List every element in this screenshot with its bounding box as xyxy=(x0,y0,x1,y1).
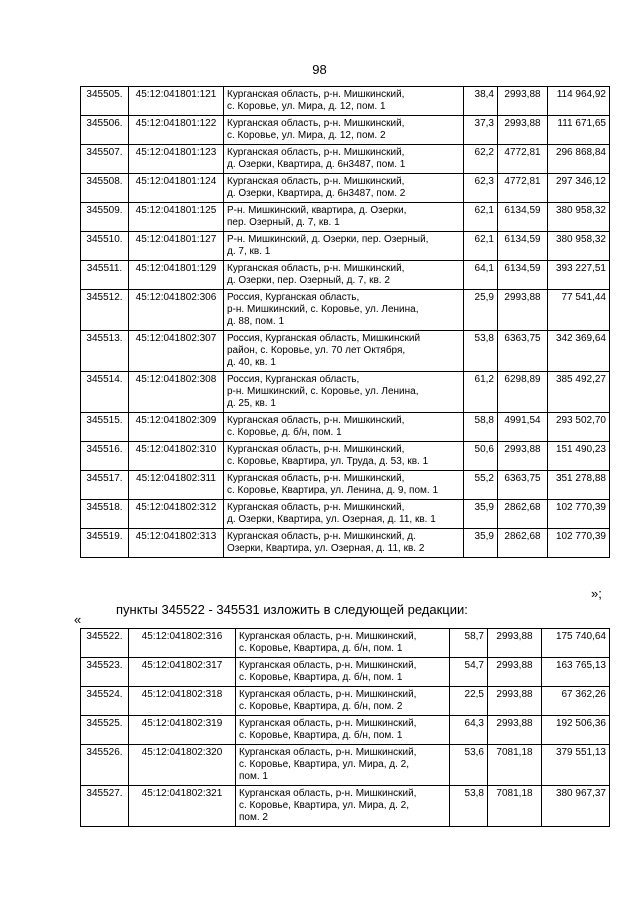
cadastral-value-cell: 297 346,12 xyxy=(548,174,610,203)
address-line: Курганская область, р-н. Мишкинский, xyxy=(239,631,417,642)
cadastral-value-cell: 393 227,51 xyxy=(548,261,610,290)
area-cell: 35,9 xyxy=(464,529,498,558)
address-line: Курганская область, р-н. Мишкинский, xyxy=(239,689,417,700)
unit-price-cell: 7081,18 xyxy=(488,745,542,786)
address-cell xyxy=(224,500,464,529)
address-line: пом. 2 xyxy=(239,812,268,823)
item-number-cell: 345516. xyxy=(81,442,129,471)
address-cell xyxy=(224,261,464,290)
cadastral-value-cell: 385 492,27 xyxy=(548,372,610,413)
address-line: Озерки, Квартира, ул. Озерная, д. 11, кв. 2 xyxy=(227,543,425,554)
table-row xyxy=(81,745,610,786)
cadastral-value-cell: 351 278,88 xyxy=(548,471,610,500)
cadastral-number-cell: 45:12:041801:124 xyxy=(129,174,224,203)
cadastral-value-cell: 114 964,92 xyxy=(548,87,610,116)
property-table-1 xyxy=(80,86,610,558)
address-line: Россия, Курганская область, xyxy=(227,374,360,385)
table-row xyxy=(81,174,610,203)
unit-price-cell: 4772,81 xyxy=(498,145,548,174)
area-cell: 64,1 xyxy=(464,261,498,290)
table-row xyxy=(81,471,610,500)
area-cell: 58,8 xyxy=(464,413,498,442)
address-line: д. Озерки, пер. Озерный, д. 7, кв. 2 xyxy=(227,275,390,286)
area-cell: 35,9 xyxy=(464,500,498,529)
unit-price-cell: 2993,88 xyxy=(498,290,548,331)
table-row xyxy=(81,203,610,232)
address-line: р-н. Мишкинский, с. Коровье, ул. Ленина, xyxy=(227,386,419,397)
address-line: с. Коровье, Квартира, д. б/н, пом. 1 xyxy=(239,672,403,683)
address-line: д. 88, пом. 1 xyxy=(227,316,285,327)
property-table-2 xyxy=(80,628,610,827)
item-number-cell: 345522. xyxy=(81,629,129,658)
item-number-cell: 345513. xyxy=(81,331,129,372)
cadastral-number-cell: 45:12:041801:129 xyxy=(129,261,224,290)
table-row xyxy=(81,687,610,716)
address-cell xyxy=(236,629,450,658)
area-cell: 64,3 xyxy=(450,716,488,745)
cadastral-value-cell: 296 868,84 xyxy=(548,145,610,174)
item-number-cell: 345511. xyxy=(81,261,129,290)
opening-quote: « xyxy=(74,612,82,627)
unit-price-cell: 7081,18 xyxy=(488,786,542,827)
closing-quote: »; xyxy=(591,586,602,601)
cadastral-number-cell: 45:12:041802:319 xyxy=(129,716,236,745)
table-row xyxy=(81,331,610,372)
address-cell xyxy=(224,116,464,145)
address-line: д. 25, кв. 1 xyxy=(227,398,276,409)
unit-price-cell: 6363,75 xyxy=(498,471,548,500)
item-number-cell: 345523. xyxy=(81,658,129,687)
address-line: д. Озерки, Квартира, ул. Озерная, д. 11, кв. 1 xyxy=(227,514,436,525)
cadastral-number-cell: 45:12:041802:309 xyxy=(129,413,224,442)
cadastral-value-cell: 192 506,36 xyxy=(542,716,610,745)
cadastral-value-cell: 379 551,13 xyxy=(542,745,610,786)
cadastral-number-cell: 45:12:041802:306 xyxy=(129,290,224,331)
address-cell xyxy=(224,203,464,232)
address-line: с. Коровье, ул. Мира, д. 12, пом. 1 xyxy=(227,101,386,112)
address-line: Курганская область, р-н. Мишкинский, xyxy=(239,788,417,799)
table-row xyxy=(81,442,610,471)
address-line: с. Коровье, Квартира, д. б/н, пом. 2 xyxy=(239,701,403,712)
cadastral-value-cell: 102 770,39 xyxy=(548,500,610,529)
table-row xyxy=(81,658,610,687)
address-cell xyxy=(236,786,450,827)
address-line: Россия, Курганская область, Мишкинский xyxy=(227,333,421,344)
address-line: Курганская область, р-н. Мишкинский, xyxy=(227,263,405,274)
area-cell: 62,1 xyxy=(464,203,498,232)
area-cell: 53,8 xyxy=(464,331,498,372)
item-number-cell: 345515. xyxy=(81,413,129,442)
cadastral-number-cell: 45:12:041801:122 xyxy=(129,116,224,145)
cadastral-number-cell: 45:12:041801:127 xyxy=(129,232,224,261)
item-number-cell: 345512. xyxy=(81,290,129,331)
cadastral-value-cell: 293 502,70 xyxy=(548,413,610,442)
address-cell xyxy=(224,290,464,331)
unit-price-cell: 6363,75 xyxy=(498,331,548,372)
unit-price-cell: 2862,68 xyxy=(498,500,548,529)
item-number-cell: 345505. xyxy=(81,87,129,116)
cadastral-value-cell: 77 541,44 xyxy=(548,290,610,331)
page-number: 98 xyxy=(312,62,327,77)
address-line: Р-н. Мишкинский, д. Озерки, пер. Озерный, xyxy=(227,234,429,245)
area-cell: 53,8 xyxy=(450,786,488,827)
area-cell: 25,9 xyxy=(464,290,498,331)
address-line: Курганская область, р-н. Мишкинский, xyxy=(227,415,405,426)
address-line: Курганская область, р-н. Мишкинский, xyxy=(227,473,405,484)
item-number-cell: 345506. xyxy=(81,116,129,145)
table-row xyxy=(81,232,610,261)
address-line: пом. 1 xyxy=(239,771,268,782)
cadastral-number-cell: 45:12:041802:316 xyxy=(129,629,236,658)
unit-price-cell: 2993,88 xyxy=(498,87,548,116)
address-cell xyxy=(236,658,450,687)
cadastral-value-cell: 111 671,65 xyxy=(548,116,610,145)
address-cell xyxy=(236,745,450,786)
area-cell: 38,4 xyxy=(464,87,498,116)
address-line: с. Коровье, Квартира, ул. Мира, д. 2, xyxy=(239,759,409,770)
address-cell xyxy=(224,442,464,471)
unit-price-cell: 6134,59 xyxy=(498,261,548,290)
address-line: д. 40, кв. 1 xyxy=(227,357,276,368)
address-cell xyxy=(224,331,464,372)
unit-price-cell: 6134,59 xyxy=(498,232,548,261)
address-line: Курганская область, р-н. Мишкинский, xyxy=(227,176,405,187)
item-number-cell: 345510. xyxy=(81,232,129,261)
area-cell: 58,7 xyxy=(450,629,488,658)
area-cell: 50,6 xyxy=(464,442,498,471)
cadastral-number-cell: 45:12:041802:312 xyxy=(129,500,224,529)
item-number-cell: 345519. xyxy=(81,529,129,558)
item-number-cell: 345525. xyxy=(81,716,129,745)
unit-price-cell: 6298,89 xyxy=(498,372,548,413)
address-line: д. 7, кв. 1 xyxy=(227,246,271,257)
address-line: с. Коровье, Квартира, д. б/н, пом. 1 xyxy=(239,730,403,741)
address-cell xyxy=(224,529,464,558)
cadastral-value-cell: 380 958,32 xyxy=(548,203,610,232)
cadastral-number-cell: 45:12:041802:308 xyxy=(129,372,224,413)
area-cell: 37,3 xyxy=(464,116,498,145)
table-row xyxy=(81,413,610,442)
unit-price-cell: 4991,54 xyxy=(498,413,548,442)
address-line: Р-н. Мишкинский, квартира, д. Озерки, xyxy=(227,205,407,216)
unit-price-cell: 2862,68 xyxy=(498,529,548,558)
address-cell xyxy=(224,471,464,500)
unit-price-cell: 6134,59 xyxy=(498,203,548,232)
area-cell: 22,5 xyxy=(450,687,488,716)
cadastral-value-cell: 67 362,26 xyxy=(542,687,610,716)
address-cell xyxy=(224,232,464,261)
area-cell: 53,6 xyxy=(450,745,488,786)
item-number-cell: 345527. xyxy=(81,786,129,827)
cadastral-value-cell: 380 967,37 xyxy=(542,786,610,827)
address-line: Курганская область, р-н. Мишкинский, xyxy=(239,747,417,758)
address-line: с. Коровье, Квартира, ул. Мира, д. 2, xyxy=(239,800,409,811)
table-row xyxy=(81,629,610,658)
address-cell xyxy=(236,687,450,716)
cadastral-value-cell: 163 765,13 xyxy=(542,658,610,687)
address-cell xyxy=(224,174,464,203)
amendment-instruction: пункты 345522 - 345531 изложить в следующей редакции: xyxy=(116,602,468,617)
area-cell: 62,1 xyxy=(464,232,498,261)
address-line: с. Коровье, Квартира, ул. Ленина, д. 9, пом. 1 xyxy=(227,485,439,496)
address-line: Курганская область, р-н. Мишкинский, xyxy=(239,718,417,729)
address-line: с. Коровье, ул. Мира, д. 12, пом. 2 xyxy=(227,130,386,141)
area-cell: 54,7 xyxy=(450,658,488,687)
cadastral-number-cell: 45:12:041802:318 xyxy=(129,687,236,716)
table-row xyxy=(81,261,610,290)
item-number-cell: 345518. xyxy=(81,500,129,529)
address-line: д. Озерки, Квартира, д. 6н3487, пом. 1 xyxy=(227,159,406,170)
item-number-cell: 345517. xyxy=(81,471,129,500)
address-line: Курганская область, р-н. Мишкинский, xyxy=(227,147,405,158)
address-line: с. Коровье, Квартира, д. б/н, пом. 1 xyxy=(239,643,403,654)
area-cell: 55,2 xyxy=(464,471,498,500)
address-line: Курганская область, р-н. Мишкинский, xyxy=(227,444,405,455)
address-line: Россия, Курганская область, xyxy=(227,292,360,303)
cadastral-value-cell: 151 490,23 xyxy=(548,442,610,471)
address-cell xyxy=(224,413,464,442)
area-cell: 62,3 xyxy=(464,174,498,203)
cadastral-number-cell: 45:12:041801:125 xyxy=(129,203,224,232)
unit-price-cell: 4772,81 xyxy=(498,174,548,203)
cadastral-number-cell: 45:12:041801:121 xyxy=(129,87,224,116)
address-line: Курганская область, р-н. Мишкинский, xyxy=(227,502,405,513)
table-row xyxy=(81,372,610,413)
item-number-cell: 345524. xyxy=(81,687,129,716)
cadastral-number-cell: 45:12:041802:307 xyxy=(129,331,224,372)
table-row xyxy=(81,786,610,827)
address-line: Курганская область, р-н. Мишкинский, д. xyxy=(227,531,416,542)
table-row xyxy=(81,145,610,174)
address-line: Курганская область, р-н. Мишкинский, xyxy=(239,660,417,671)
table-row xyxy=(81,529,610,558)
table-row xyxy=(81,500,610,529)
cadastral-number-cell: 45:12:041802:313 xyxy=(129,529,224,558)
address-cell xyxy=(224,372,464,413)
unit-price-cell: 2993,88 xyxy=(488,687,542,716)
address-line: пер. Озерный, д. 7, кв. 1 xyxy=(227,217,340,228)
cadastral-value-cell: 380 958,32 xyxy=(548,232,610,261)
cadastral-value-cell: 342 369,64 xyxy=(548,331,610,372)
cadastral-value-cell: 175 740,64 xyxy=(542,629,610,658)
table-row xyxy=(81,87,610,116)
table-row xyxy=(81,716,610,745)
unit-price-cell: 2993,88 xyxy=(498,442,548,471)
cadastral-value-cell: 102 770,39 xyxy=(548,529,610,558)
unit-price-cell: 2993,88 xyxy=(498,116,548,145)
cadastral-number-cell: 45:12:041802:311 xyxy=(129,471,224,500)
unit-price-cell: 2993,88 xyxy=(488,716,542,745)
cadastral-number-cell: 45:12:041802:317 xyxy=(129,658,236,687)
item-number-cell: 345514. xyxy=(81,372,129,413)
unit-price-cell: 2993,88 xyxy=(488,629,542,658)
address-line: Курганская область, р-н. Мишкинский, xyxy=(227,89,405,100)
item-number-cell: 345526. xyxy=(81,745,129,786)
address-line: с. Коровье, д. б/н, пом. 1 xyxy=(227,427,342,438)
item-number-cell: 345507. xyxy=(81,145,129,174)
address-cell xyxy=(236,716,450,745)
cadastral-number-cell: 45:12:041801:123 xyxy=(129,145,224,174)
table-row xyxy=(81,116,610,145)
address-cell xyxy=(224,87,464,116)
cadastral-number-cell: 45:12:041802:310 xyxy=(129,442,224,471)
address-cell xyxy=(224,145,464,174)
address-line: район, с. Коровье, ул. 70 лет Октября, xyxy=(227,345,406,356)
item-number-cell: 345509. xyxy=(81,203,129,232)
cadastral-number-cell: 45:12:041802:321 xyxy=(129,786,236,827)
address-line: д. Озерки, Квартира, д. 6н3487, пом. 2 xyxy=(227,188,406,199)
area-cell: 61,2 xyxy=(464,372,498,413)
unit-price-cell: 2993,88 xyxy=(488,658,542,687)
item-number-cell: 345508. xyxy=(81,174,129,203)
address-line: р-н. Мишкинский, с. Коровье, ул. Ленина, xyxy=(227,304,419,315)
address-line: Курганская область, р-н. Мишкинский, xyxy=(227,118,405,129)
cadastral-number-cell: 45:12:041802:320 xyxy=(129,745,236,786)
area-cell: 62,2 xyxy=(464,145,498,174)
table-row xyxy=(81,290,610,331)
address-line: с. Коровье, Квартира, ул. Труда, д. 53, кв. 1 xyxy=(227,456,429,467)
